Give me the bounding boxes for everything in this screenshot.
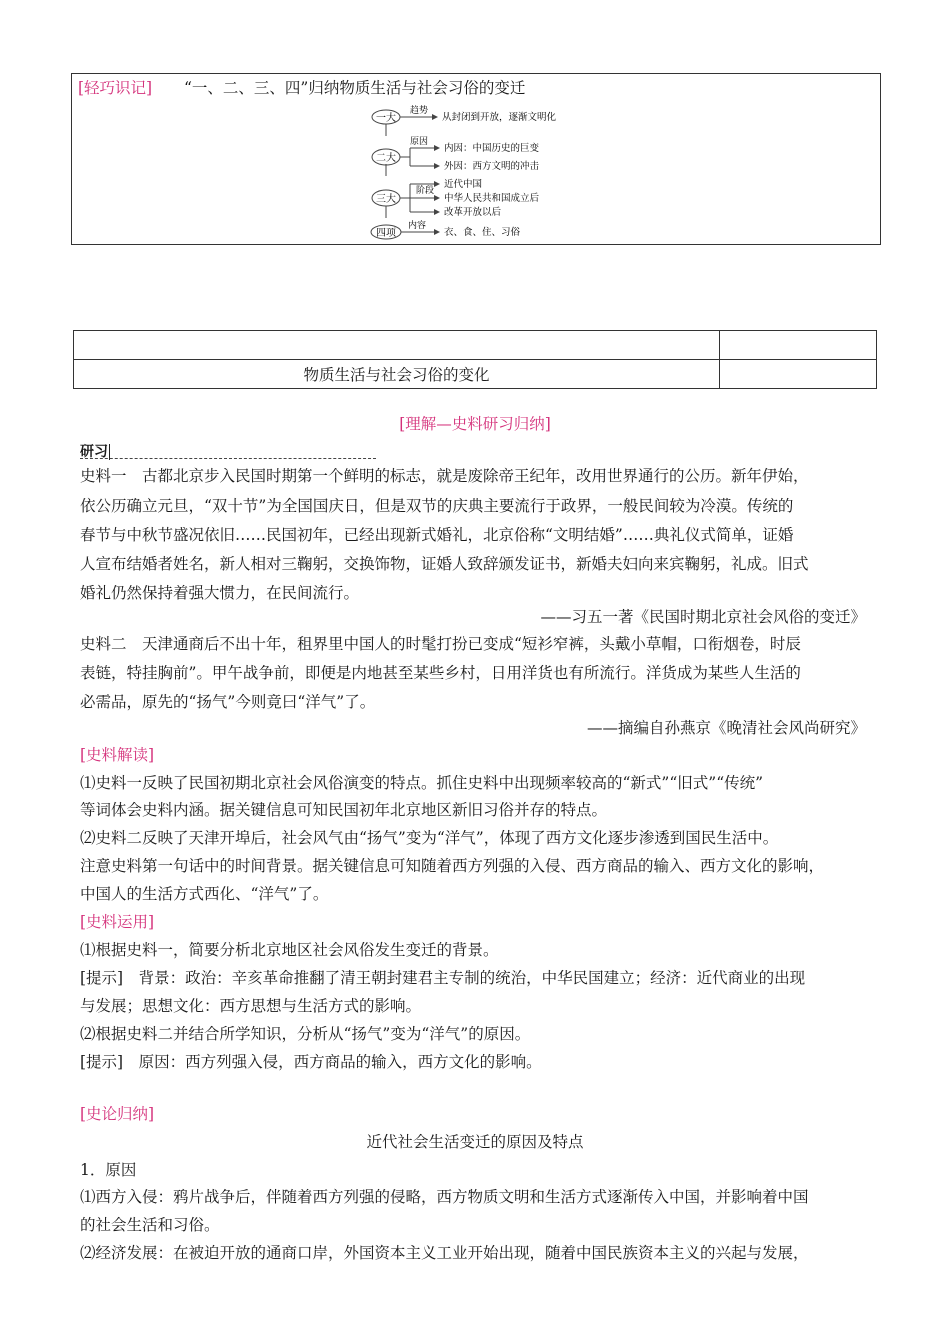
dashed-divider [80, 458, 376, 459]
interpretation-tag: [史料解读] [80, 746, 155, 764]
table-cell [720, 331, 877, 360]
summary-line: 1．原因 [80, 1161, 137, 1179]
content-item: 衣、食、住、习俗 [444, 227, 521, 238]
interpretation-line: 注意史料第一句话中的时间背景。据关键信息可知随着西方列强的入侵、西方商品的输入、西方文化的影响， [80, 857, 825, 875]
application-line: [提示] 原因：西方列强入侵，西方商品的输入，西方文化的影响。 [80, 1053, 542, 1071]
application-line: ⑵根据史料二并结合所学知识，分析从“扬气”变为“洋气”的原因。 [80, 1025, 531, 1043]
table-title-cell: 物质生活与社会习俗的变化 [74, 360, 720, 389]
node-label: 一大 [376, 113, 396, 124]
source-text-line: 史料二 天津通商后不出十年，租界里中国人的时髦打扮已变成“短衫窄裤，头戴小草帽，口衔烟卷，时辰 [80, 635, 801, 653]
interpretation-line: 等词体会史料内涵。据关键信息可知民国初年北京地区新旧习俗并存的特点。 [80, 801, 608, 819]
source-text-line: 人宣布结婚者姓名，新人相对三鞠躬，交换饰物，证婚人致辞颁发证书，新婚夫妇向来宾鞠躬，礼成。旧式 [80, 555, 809, 573]
table-cell [720, 360, 877, 389]
tip-box [71, 73, 881, 245]
summary-line: 的社会生活和习俗。 [80, 1216, 220, 1234]
tip-header [78, 76, 525, 98]
summary-line: ⑴西方入侵：鸦片战争后，伴随着西方列强的侵略，西方物质文明和生活方式逐渐传入中国，并影响着中国 [80, 1188, 809, 1206]
heading-table [73, 330, 877, 389]
summary-tag: [史论归纳] [80, 1105, 155, 1123]
interpretation-line: ⑴史料一反映了民国初期北京社会风俗演变的特点。抓住史料中出现频率较高的“新式”“旧式”“传统” [80, 774, 764, 792]
source-text-line: 史料一 古都北京步入民国时期第一个鲜明的标志，就是废除帝王纪年，改用世界通行的公历。新年伊始， [80, 467, 809, 485]
node-label: 四项 [376, 228, 396, 239]
summary-diagram [370, 104, 610, 240]
node-label: 三大 [376, 194, 396, 205]
application-line: ⑴根据史料一，简要分析北京地区社会风俗发生变迁的背景。 [80, 941, 499, 959]
source-text-line: 必需品，原先的“扬气”今则竟曰“洋气”了。 [80, 693, 376, 711]
node-label: 二大 [376, 153, 396, 164]
source-citation: ——习五一著《民国时期北京社会风俗的变迁》 [540, 608, 866, 626]
application-line: 与发展；思想文化：西方思想与生活方式的影响。 [80, 997, 422, 1015]
study-label: 研习 [80, 441, 115, 461]
application-line: [提示] 背景：政治：辛亥革命推翻了清王朝封建君主专制的统治，中华民国建立；经济：近代商业的出现 [80, 969, 806, 987]
tip-tag: [轻巧识记] [78, 79, 153, 97]
edge-label: 趋势 [410, 106, 429, 116]
summary-title: 近代社会生活变迁的原因及特点 [366, 1133, 584, 1151]
edge-label: 内容 [408, 221, 427, 231]
interpretation-line: ⑵史料二反映了天津开埠后，社会风气由“扬气”变为“洋气”，体现了西方文化逐步渗透到国民生活中。 [80, 829, 779, 847]
cause-item: 内因：中国历史的巨变 [444, 143, 540, 154]
interpretation-line: 中国人的生活方式西化、“洋气”了。 [80, 885, 329, 903]
source-text-line: 婚礼仍然保持着强大惯力，在民间流行。 [80, 584, 360, 602]
edge-label: 阶段 [416, 186, 435, 196]
table-cell [74, 331, 720, 360]
edge-label: 原因 [410, 137, 429, 147]
stage-item: 中华人民共和国成立后 [444, 193, 540, 204]
application-tag: [史料运用] [80, 913, 155, 931]
section-heading: [理解—史料研习归纳] [399, 415, 551, 433]
source-text-line: 表链，特挂胸前”。甲午战争前，即便是内地甚至某些乡村，日用洋货也有所流行。洋货成为某些人生活的 [80, 664, 801, 682]
trend-item: 从封闭到开放，逐渐文明化 [442, 112, 557, 123]
cause-item: 外因：西方文明的冲击 [444, 161, 540, 172]
arrow-head [432, 114, 438, 120]
stage-item: 改革开放以后 [444, 207, 502, 218]
stage-item: 近代中国 [444, 179, 483, 190]
source-citation: ——摘编自孙燕京《晚清社会风尚研究》 [586, 719, 866, 737]
summary-line: ⑵经济发展：在被迫开放的通商口岸，外国资本主义工业开始出现，随着中国民族资本主义的兴起与发展， [80, 1244, 809, 1262]
tip-title: “一、二、三、四”归纳物质生活与社会习俗的变迁 [183, 79, 526, 97]
source-text-line: 春节与中秋节盛况依旧……民国初年，已经出现新式婚礼，北京俗称“文明结婚”……典礼仪式简单，证婚 [80, 526, 794, 544]
source-text-line: 依公历确立元旦，“双十节”为全国国庆日，但是双节的庆典主要流行于政界，一般民间较为冷漠。传统的 [80, 497, 794, 515]
